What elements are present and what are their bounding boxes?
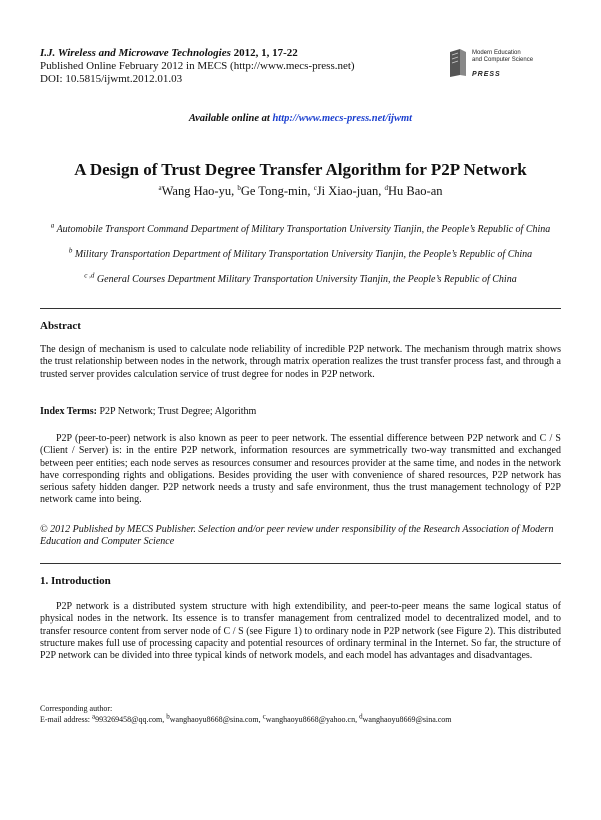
divider bbox=[40, 308, 561, 309]
logo-line-2: and Computer Science bbox=[472, 57, 534, 63]
author-sup: b bbox=[237, 183, 241, 192]
affiliation-cd bbox=[40, 271, 561, 286]
abstract-paragraph-2: P2P (peer-to-peer) network is also known as peer to peer network. The essential difference between P2P network and C / S (Client / Server) is: in the entire P2P network, information resources are symmetrically two-way transmitted and exchanged between peer entities; each node serves as resources consumer and resources provider at the same time, and nodes in the network have corresponding rights and obligations. Besides providing the user with convenience of shared resources, P2P network has serious safety hidden danger. P2P network needs a trusty and safe environment, thus the trust management technology of P2P network came into being. bbox=[40, 433, 561, 506]
author-name: Wang Hao-yu, bbox=[161, 184, 235, 198]
author-name: Ge Tong-min, bbox=[240, 184, 311, 198]
author-name: Ji Xiao-juan, bbox=[316, 184, 382, 198]
index-terms-text: P2P Network; Trust Degree; Algorithm bbox=[99, 406, 257, 417]
author-sup: d bbox=[384, 183, 388, 192]
corresponding-author bbox=[40, 703, 561, 725]
introduction-heading: 1. Introduction bbox=[40, 575, 111, 587]
author-list bbox=[0, 184, 601, 199]
divider bbox=[40, 563, 561, 564]
introduction-text: P2P network is a distributed system structure with high extendibility, and peer-to-peer means the same logical status of physical nodes in the network. Its essence is to transfer management from centralized model to decentralized model, and to transfer resource content from server node of C / S (see Figure 1) to ordinary node in P2P network (see Figure 2). This distributed structure makes full use of processing capacity and potential resources of ordinary terminal in the Internet. So far, the structure of P2P network can be divided into three typical kinds of network models, and each model has advantages and disadvantages. bbox=[40, 601, 561, 662]
available-prefix: Available online at bbox=[188, 113, 270, 124]
index-terms-label: Index Terms: bbox=[40, 406, 97, 417]
email-prefix: E-mail address: bbox=[40, 715, 90, 724]
affiliation-b bbox=[40, 246, 561, 261]
affiliation-sup: b bbox=[68, 246, 73, 255]
abstract-heading: Abstract bbox=[40, 320, 81, 332]
email-address: wanghaoyu8668@yahoo.cn, bbox=[265, 715, 358, 724]
email-address: 993269458@qq.com, bbox=[95, 715, 165, 724]
affiliation-text: General Courses Department Military Transportation University Tianjin, the People’s Republic of China bbox=[96, 274, 517, 285]
email-sup: b bbox=[166, 712, 170, 721]
affiliation-sup: c ,d bbox=[84, 271, 95, 280]
email-sup: a bbox=[91, 712, 96, 721]
paper-title: A Design of Trust Degree Transfer Algorithm for P2P Network bbox=[74, 160, 527, 179]
index-terms bbox=[40, 406, 561, 418]
published-line: Published Online February 2012 in MECS (http://www.mecs-press.net) bbox=[40, 60, 355, 72]
affiliation-sup: a bbox=[50, 221, 55, 230]
journal-volume: 2012, 1, 17-22 bbox=[233, 47, 298, 59]
author-name: Hu Bao-an bbox=[388, 184, 443, 198]
book-logo-icon bbox=[448, 48, 468, 78]
journal-header bbox=[40, 47, 355, 86]
author-sup: a bbox=[158, 183, 162, 192]
abstract-text: The design of mechanism is used to calculate node reliability of incredible P2P network. The mechanism through matrix shows the trust relationship between nodes in the network, through matrix operation realizes the trust transfer process fast, and through a trusted server provides calculation service of trust degree for nodes in P2P network. bbox=[40, 344, 561, 380]
corresponding-label: Corresponding author: bbox=[40, 704, 113, 713]
logo-line-1: Modern Education bbox=[472, 50, 521, 56]
doi-line: DOI: 10.5815/ijwmt.2012.01.03 bbox=[40, 73, 183, 85]
affiliation-text: Automobile Transport Command Department of Military Transportation University Tianjin, the People’s Republic of China bbox=[56, 224, 551, 235]
affiliation-text: Military Transportation Department of Military Transportation University Tianjin, the People’s Republic of China bbox=[74, 249, 533, 260]
available-online bbox=[0, 113, 601, 124]
email-sup: c bbox=[262, 712, 266, 721]
journal-name: I.J. Wireless and Microwave Technologies bbox=[40, 47, 231, 59]
email-address: wanghaoyu8668@sina.com, bbox=[169, 715, 261, 724]
email-address: wanghaoyu8669@sina.com bbox=[362, 715, 452, 724]
logo-press: PRESS bbox=[472, 71, 501, 78]
author-sup: c bbox=[313, 183, 317, 192]
affiliation-a bbox=[40, 221, 561, 236]
journal-link[interactable]: http://www.mecs-press.net/ijwmt bbox=[272, 113, 413, 124]
corresponding-emails bbox=[40, 714, 561, 725]
email-sup: d bbox=[359, 712, 363, 721]
publisher-logo bbox=[448, 46, 558, 82]
copyright-notice: © 2012 Published by MECS Publisher. Selection and/or peer review under responsibility of the Research Association of Modern Education and Computer Science bbox=[40, 524, 554, 548]
